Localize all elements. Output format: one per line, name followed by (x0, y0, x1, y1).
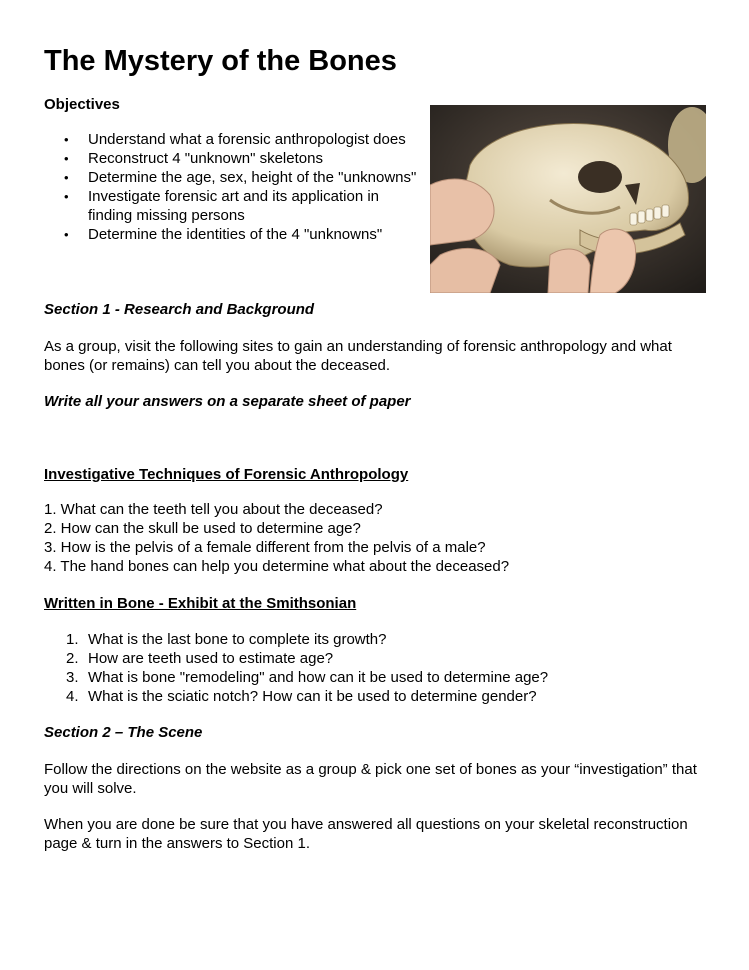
list-item: 1. What can the teeth tell you about the deceased? (44, 501, 383, 518)
bullet-icon: • (64, 132, 69, 147)
list-item: 3. What is bone "remodeling" and how can it be used to determine age? (66, 669, 549, 686)
list-item: 4. The hand bones can help you determine what about the deceased? (44, 558, 510, 575)
list-item: 2. How can the skull be used to determine age? (44, 520, 361, 537)
skull-photo (430, 105, 706, 293)
written-in-bone-questions (44, 630, 704, 706)
section2-heading: Section 2 – The Scene (44, 724, 203, 741)
list-item: • Determine the identities of the 4 "unknowns" (64, 226, 383, 243)
bullet-icon: • (64, 170, 69, 185)
techniques-questions (44, 500, 704, 576)
bullet-icon: • (64, 151, 69, 166)
bullet-icon: • (64, 227, 69, 242)
list-item: 2. How are teeth used to estimate age? (66, 650, 334, 667)
objectives-heading: Objectives (44, 96, 120, 113)
objectives-list (44, 130, 419, 244)
list-item: 3. How is the pelvis of a female different from the pelvis of a male? (44, 539, 486, 556)
written-in-bone-heading: Written in Bone - Exhibit at the Smithsonian (44, 595, 357, 612)
skull-photo-icon (430, 105, 706, 293)
section2-para2: When you are done be sure that you have answered all questions on your skeletal reconstruction page & turn in the answers to Section 1. (44, 816, 688, 852)
list-item: 4. What is the sciatic notch? How can it be used to determine gender? (66, 688, 537, 705)
section1-heading: Section 1 - Research and Background (44, 301, 315, 318)
section1-instruction: Write all your answers on a separate sheet of paper (44, 393, 411, 410)
list-item: • Understand what a forensic anthropologist does (64, 131, 406, 148)
page-title: The Mystery of the Bones (44, 45, 397, 77)
list-item: 1. What is the last bone to complete its growth? (66, 631, 387, 648)
techniques-heading: Investigative Techniques of Forensic Anthropology (44, 466, 409, 483)
list-item: • Determine the age, sex, height of the "unknowns" (64, 169, 417, 186)
list-item: • Reconstruct 4 "unknown" skeletons (64, 150, 323, 167)
bullet-icon: • (64, 189, 69, 204)
section1-intro: As a group, visit the following sites to gain an understanding of forensic anthropology and what bones (or remains) can tell you about the deceased. (44, 338, 672, 374)
section2-para1: Follow the directions on the website as a group & pick one set of bones as your “investigation” that you will solve. (44, 761, 697, 797)
list-item: • Investigate forensic art and its application in finding missing persons (64, 188, 379, 224)
